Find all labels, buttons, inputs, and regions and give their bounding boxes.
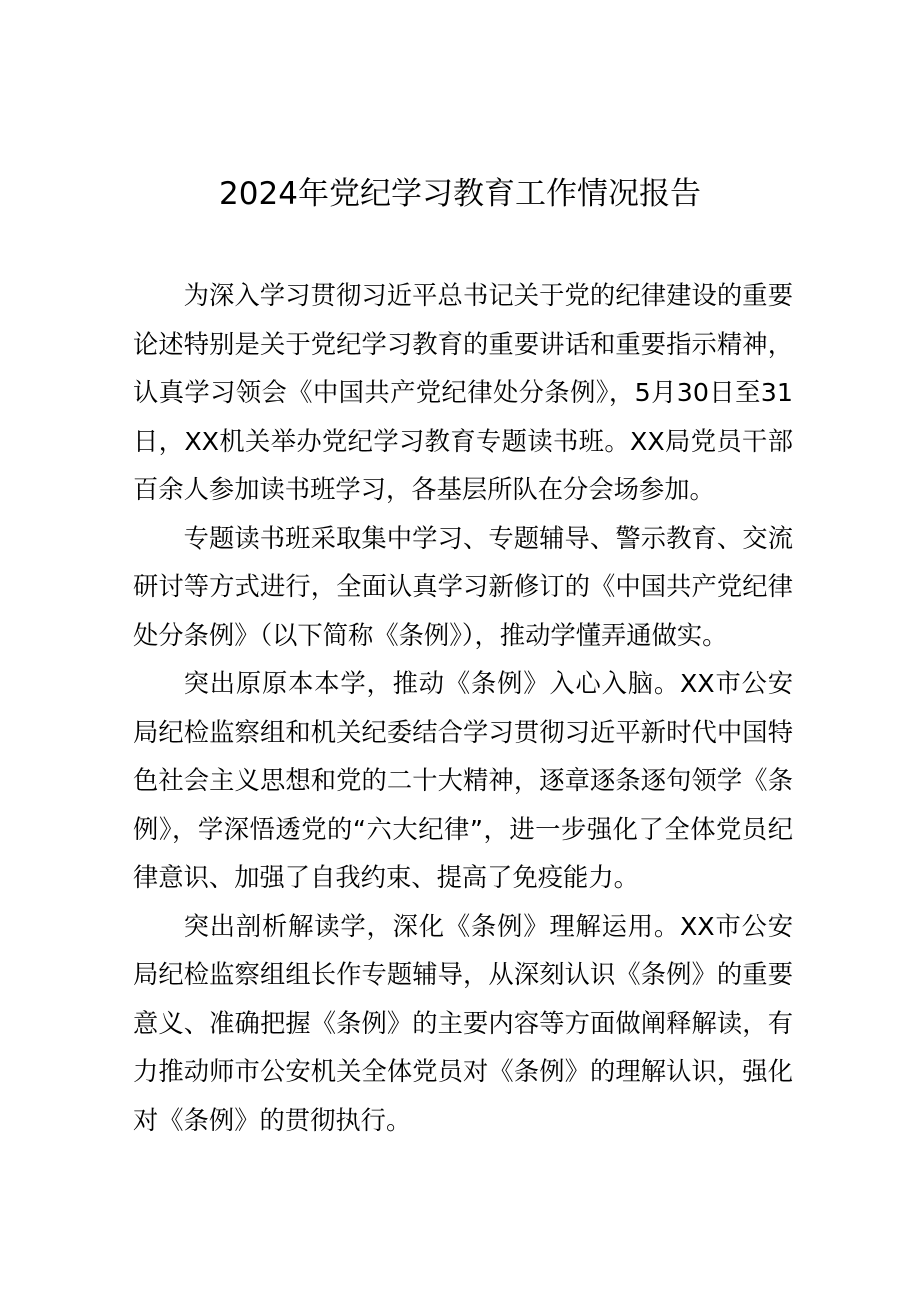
paragraph-methods: 专题读书班采取集中学习、专题辅导、警示教育、交流研讨等方式进行，全面认真学习新修订的《中国共产党纪律处分条例》（以下简称《条例》），推动学懂弄通做实。 — [133, 523, 793, 650]
document-title: 2024年党纪学习教育工作情况报告 — [219, 176, 701, 212]
paragraph-intro: 为深入学习贯彻习近平总书记关于党的纪律建设的重要论述特别是关于党纪学习教育的重要讲话和重要指示精神，认真学习领会《中国共产党纪律处分条例》，5月30日至31日，XX机关举办党纪学习教育专题读书班。XX局党员干部百余人参加读书班学习，各基层所队在分会场参加。 — [133, 281, 793, 504]
paragraph-analysis-study: 突出剖析解读学，深化《条例》理解运用。XX市公安局纪检监察组组长作专题辅导，从深刻认识《条例》的重要意义、准确把握《条例》的主要内容等方面做阐释解读，有力推动师市公安机关全体党员对《条例》的理解认识，强化对《条例》的贯彻执行。 — [133, 911, 793, 1135]
paragraph-original-study: 突出原原本本学，推动《条例》入心入脑。XX市公安局纪检监察组和机关纪委结合学习贯彻习近平新时代中国特色社会主义思想和党的二十大精神，逐章逐条逐句领学《条例》，学深悟透党的“六大纪律”，进一步强化了全体党员纪律意识、加强了自我约束、提高了免疫能力。 — [133, 669, 793, 892]
document-body — [133, 272, 793, 1145]
